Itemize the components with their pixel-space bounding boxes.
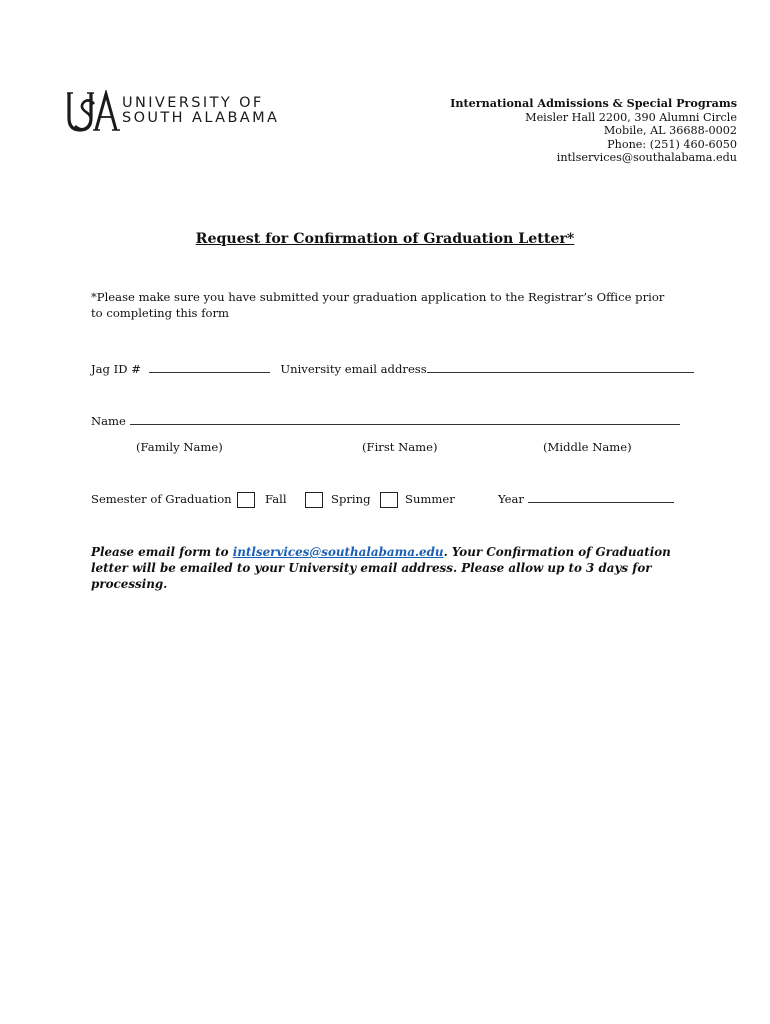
year-label: Year <box>498 492 524 506</box>
address-line2: Mobile, AL 36688-0002 <box>603 124 737 137</box>
email-field[interactable] <box>427 362 694 373</box>
jag-id-label: Jag ID # <box>91 362 141 376</box>
email-link[interactable]: intlservices@southalabama.edu <box>232 545 444 559</box>
form-title: Request for Confirmation of Graduation Letter* <box>195 231 575 247</box>
family-name-caption: (Family Name) <box>136 440 223 454</box>
spring-label: Spring <box>331 492 371 506</box>
fall-checkbox[interactable] <box>237 492 255 508</box>
year-row <box>498 492 674 506</box>
name-row <box>91 414 680 428</box>
phone: Phone: (251) 460-6050 <box>607 137 737 151</box>
summer-label: Summer <box>405 492 455 506</box>
usa-monogram-icon <box>67 90 121 136</box>
office-name: International Admissions & Special Programs <box>450 96 737 110</box>
id-email-row <box>91 362 694 376</box>
year-field[interactable] <box>528 492 674 503</box>
summer-checkbox[interactable] <box>380 492 398 508</box>
spring-checkbox[interactable] <box>305 492 323 508</box>
university-name-line1: UNIVERSITY OF <box>122 95 264 111</box>
contact-email: intlservices@southalabama.edu <box>556 151 737 164</box>
jag-id-field[interactable] <box>149 362 270 373</box>
university-name <box>122 96 279 126</box>
university-logo <box>67 90 292 136</box>
fall-label: Fall <box>265 492 287 506</box>
contact-block <box>450 97 737 165</box>
email-label: University email address <box>280 362 427 376</box>
first-name-caption: (First Name) <box>362 440 438 454</box>
address-line1: Meisler Hall 2200, 390 Alumni Circle <box>525 110 737 124</box>
name-label: Name <box>91 414 126 428</box>
submission-instructions <box>91 544 681 592</box>
name-field[interactable] <box>130 414 680 425</box>
semester-label: Semester of Graduation <box>91 492 232 506</box>
prerequisite-note: *Please make sure you have submitted your graduation application to the Registrar’s Office prior to completing this form <box>91 290 665 320</box>
middle-name-caption: (Middle Name) <box>543 440 632 454</box>
instructions-suffix: . Your Confirmation of Graduation letter will be emailed to your University email address. Please allow up to 3 days for processing. <box>91 545 671 591</box>
university-name-line2: SOUTH ALABAMA <box>122 110 280 126</box>
instructions-prefix: Please email form to <box>91 545 233 559</box>
